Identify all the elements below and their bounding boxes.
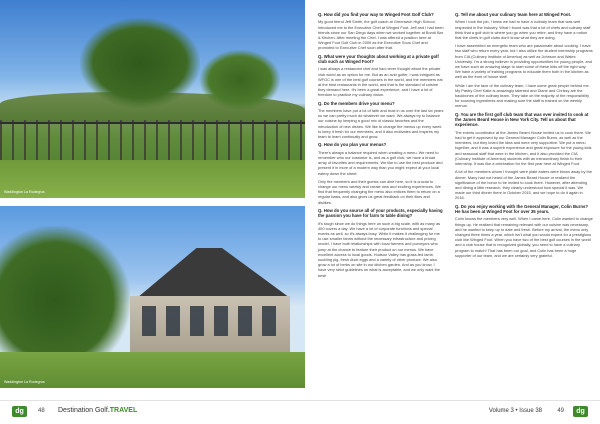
interview-answer: It's tough since we do things here on such a big scale, with as many as 400 covers a day. We have a lot of corporate functions and special events as well, so it's always busy. While it makes it challenging for me to use smaller farms without the necessary infrastructure and pricing model, I have built relationships with local farmers and purveyors who jump at the chance to feature their product on our menus. We have excellent access to local goods. Hudson Valley has grass-fed lamb, suckling pig, fresh duck eggs and a variety of other produce. We also grow a lot of herbs on site in our kitchen garden. And as you know, I have very strict guidelines on what is acceptable, and we only want the best!	[318, 220, 441, 278]
volume-issue: Volume 3 • Issue 38	[488, 408, 542, 414]
interview-answer: The events coordinator at the James Beard House invited us to cook there. We had to get it approved by our General Manager Colin Burns, as well as the members, but they loved the idea and were very supportive. We put a menu together, and it was a superb experience and great exposure for the young kids and seasonal staff that were in the kitchen, and it also provided the CIA (Culinary Institute of America) students with an extraordinary finish to their internship. It was like a celebration for the first year here at Winged Foot.	[455, 129, 592, 167]
photo-roof	[120, 248, 290, 298]
page-footer	[0, 400, 600, 424]
magazine-title	[58, 407, 137, 414]
interview-question: Q. Do you enjoy working with the General Manager, Colin Burns? He has been at Winged Foot for over 35 years.	[455, 203, 588, 214]
interview-answer: Only the members and their guests can dine here, so it is crucial to change our menu weekly and create new and exciting experiences. We find that frequently changing the menu also entices them to return on a regular basis, and also gives us great feedback on their likes and dislikes.	[318, 178, 441, 205]
interview-answer: While I am the face of the culinary team, I have some great people behind me. My Pastry Chef Katie is amazingly talented and Diane and Chrissy are the backbones of the culinary team. They take on the majority of the responsibility for sourcing ingredients and making sure the staff is trained on the weekly menus.	[455, 82, 590, 109]
interview-question: Q. How did you find your way to Winged Foot Golf Club?	[318, 12, 434, 17]
interview-answer: I have assembled an energetic team who are passionate about cooking. I have two staff who return every year, but I also utilize the student internship programs from CIA (Culinary Institute of America) as well as Johnson and Wales University. I'm a strong believer in providing opportunities for young people, and we have such an amazing stage to start some of these kids off the right way. We have a variety of training programs to educate them both in the kitchen as well as the front of house staff.	[455, 43, 593, 80]
photo-grass	[0, 160, 305, 198]
interview-question: Q. What were your thoughts about working at a private golf club such as Winged Foot?	[318, 53, 439, 65]
interview-answer: The members have put a lot of faith and trust in us over the last six years so we can pretty much do whatever we want. We always try to balance our cuisine by keeping a good mix of classic favorites and the introduction of new dishes. We like to change the menus up every week to keep it fresh for our members, and it also motivates and inspires my team to learn continually and grow.	[318, 108, 444, 140]
page-number-right: 49	[557, 408, 564, 414]
photo-tree	[200, 50, 280, 110]
footer-divider	[0, 400, 600, 401]
interview-question: Q. Do the members drive your menu?	[318, 100, 395, 106]
photo-caption-bottom: Waddington La Rodegrus	[4, 380, 45, 384]
magazine-title-plain: Destination Golf	[58, 407, 108, 414]
interview-question: Q. You are the first golf club team that was ever invited to cook at the James Beard House in New York City. Tell us about that experience.	[455, 111, 589, 128]
photo-caption-top: Waddington La Rodegrus	[4, 190, 45, 194]
clubhouse-photo	[0, 206, 305, 388]
photo-fence	[0, 120, 305, 160]
page-number-left: 48	[38, 408, 45, 414]
golf-course-photo	[0, 0, 305, 198]
dg-logo-icon: dg	[573, 406, 588, 417]
interview-answer: My good friend Jeff Smith, the golf coach at Greenwich High School, introduced me to the Executive Chef at Winged Foot. Jeff and I had been friends since our San Diego days when we worked together at Bondi Bar & Kitchen. After meeting the Chef, I was offered a position here at Winged Foot Golf Club in 2009 as the Executive Sous Chef and promoted to Executive Chef soon after that.	[318, 19, 444, 51]
interview-column-2	[455, 12, 593, 261]
interview-answer: A lot of the members whom I thought were plate eaters were blown away by the dinner. Many had not heard of the James Beard House or realized the significance of the honor to be invited to cook there. However, after attending and dining a little research, they clearly understood how special it was. We made our third dinner there in October 2015, and we hope to do it again in 2016.	[455, 169, 592, 201]
magazine-title-accent: .TRAVEL	[107, 407, 138, 414]
photo-tree	[80, 18, 200, 108]
interview-question: Q. How do you plan your menus?	[318, 142, 387, 148]
interview-answer: When I took the job, I knew we had to have a culinary team that was well respected in the industry. What I found was that a lot of chefs and culinary staff think that a golf club is where you go when you retire, and they have a notion that the chefs in golf clubs don't know what they are doing.	[455, 19, 591, 41]
interview-answer: I was always a restaurant chef and had never thought about the private club world as an option for me. But as an avid golfer, I was intrigued as WFGC is one of the best golf courses in the world, and the members eat at the best restaurants in the world, and that is the standard of cuisine they demand here. It's been a great experience, and I have a lot of freedom to practice my culinary vision.	[318, 66, 443, 98]
dg-logo-icon: dg	[12, 406, 27, 417]
interview-answer: Colin knows the members very well. When I came here, Colin wanted to change things up. He realized that remaining relevant with our cuisine was necessary, and he wanted to keep up to date and fresh. Before my arrival, the menu only changed three times a year, which isn't what you would expect for a prestigious club like Winged Foot. When you have two of the best golf courses in the world and a club house that is recognized globally, you need to have a culinary program to match! That has been our goal, and Colin has been a huge supporter of our team, and we are certainly very grateful.	[455, 216, 593, 258]
photo-windows	[142, 306, 282, 336]
interview-question: Q. Tell me about your culinary team here at Winged Foot.	[455, 12, 572, 17]
photo-fence-rail	[0, 122, 305, 124]
interview-column-1	[318, 12, 444, 281]
interview-answer: There's always a balance required when creating a menu. We need to remember who our customer is, and as a golf club, we have a broad array of favorites and requirements. We like to use the best produce and present it in more of a modern way than you might expect at your local eatery down the street.	[318, 149, 443, 176]
interview-question: Q. How do you source all of your products, especially having the passion you have for farm to table dining?	[318, 207, 443, 219]
photo-lawn	[0, 352, 305, 388]
